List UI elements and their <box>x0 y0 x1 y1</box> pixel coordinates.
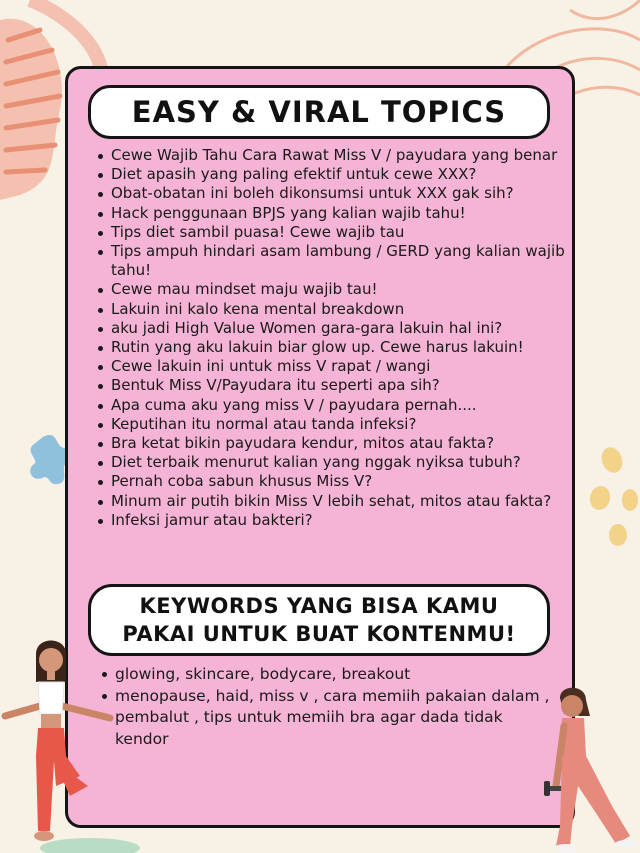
keywords-heading-line1: KEYWORDS YANG BISA KAMU <box>139 594 499 618</box>
yoga-woman-illustration <box>0 636 140 853</box>
list-item: Rutin yang aku lakuin biar glow up. Cewe harus lakuin! <box>96 338 566 357</box>
keywords-heading-pill <box>88 584 550 656</box>
list-item: Lakuin ini kalo kena mental breakdown <box>96 300 566 319</box>
list-item: aku jadi High Value Women gara-gara lakuin hal ini? <box>96 319 566 338</box>
list-item: Bra ketat bikin payudara kendur, mitos atau fakta? <box>96 434 566 453</box>
list-item: Bentuk Miss V/Payudara itu seperti apa sih? <box>96 376 566 395</box>
topics-list <box>96 146 566 530</box>
list-item: glowing, skincare, bodycare, breakout <box>100 664 550 686</box>
list-item: menopause, haid, miss v , cara memiih pakaian dalam , pembalut , tips untuk memiih bra agar dada tidak kendor <box>100 686 550 751</box>
list-item: Cewe mau mindset maju wajib tau! <box>96 280 566 299</box>
list-item: Pernah coba sabun khusus Miss V? <box>96 472 566 491</box>
list-item: Apa cuma aku yang miss V / payudara pernah.... <box>96 396 566 415</box>
list-item: Hack penggunaan BPJS yang kalian wajib tahu! <box>96 204 566 223</box>
title-pill <box>88 85 550 139</box>
list-item: Keputihan itu normal atau tanda infeksi? <box>96 415 566 434</box>
dumbbell-woman-illustration <box>520 686 640 853</box>
list-item: Infeksi jamur atau bakteri? <box>96 511 566 530</box>
keywords-heading-line2: PAKAI UNTUK BUAT KONTENMU! <box>122 622 516 646</box>
list-item: Diet apasih yang paling efektif untuk cewe XXX? <box>96 165 566 184</box>
list-item: Tips ampuh hindari asam lambung / GERD yang kalian wajib tahu! <box>96 242 566 280</box>
list-item: Cewe lakuin ini untuk miss V rapat / wangi <box>96 357 566 376</box>
keywords-list <box>100 664 550 750</box>
list-item: Cewe Wajib Tahu Cara Rawat Miss V / payudara yang benar <box>96 146 566 165</box>
list-item: Diet terbaik menurut kalian yang nggak nyiksa tubuh? <box>96 453 566 472</box>
list-item: Minum air putih bikin Miss V lebih sehat, mitos atau fakta? <box>96 492 566 511</box>
yellow-dots-decoration <box>572 440 640 550</box>
page-title: EASY & VIRAL TOPICS <box>131 95 507 129</box>
list-item: Tips diet sambil puasa! Cewe wajib tau <box>96 223 566 242</box>
list-item: Obat-obatan ini boleh dikonsumsi untuk XXX gak sih? <box>96 184 566 203</box>
